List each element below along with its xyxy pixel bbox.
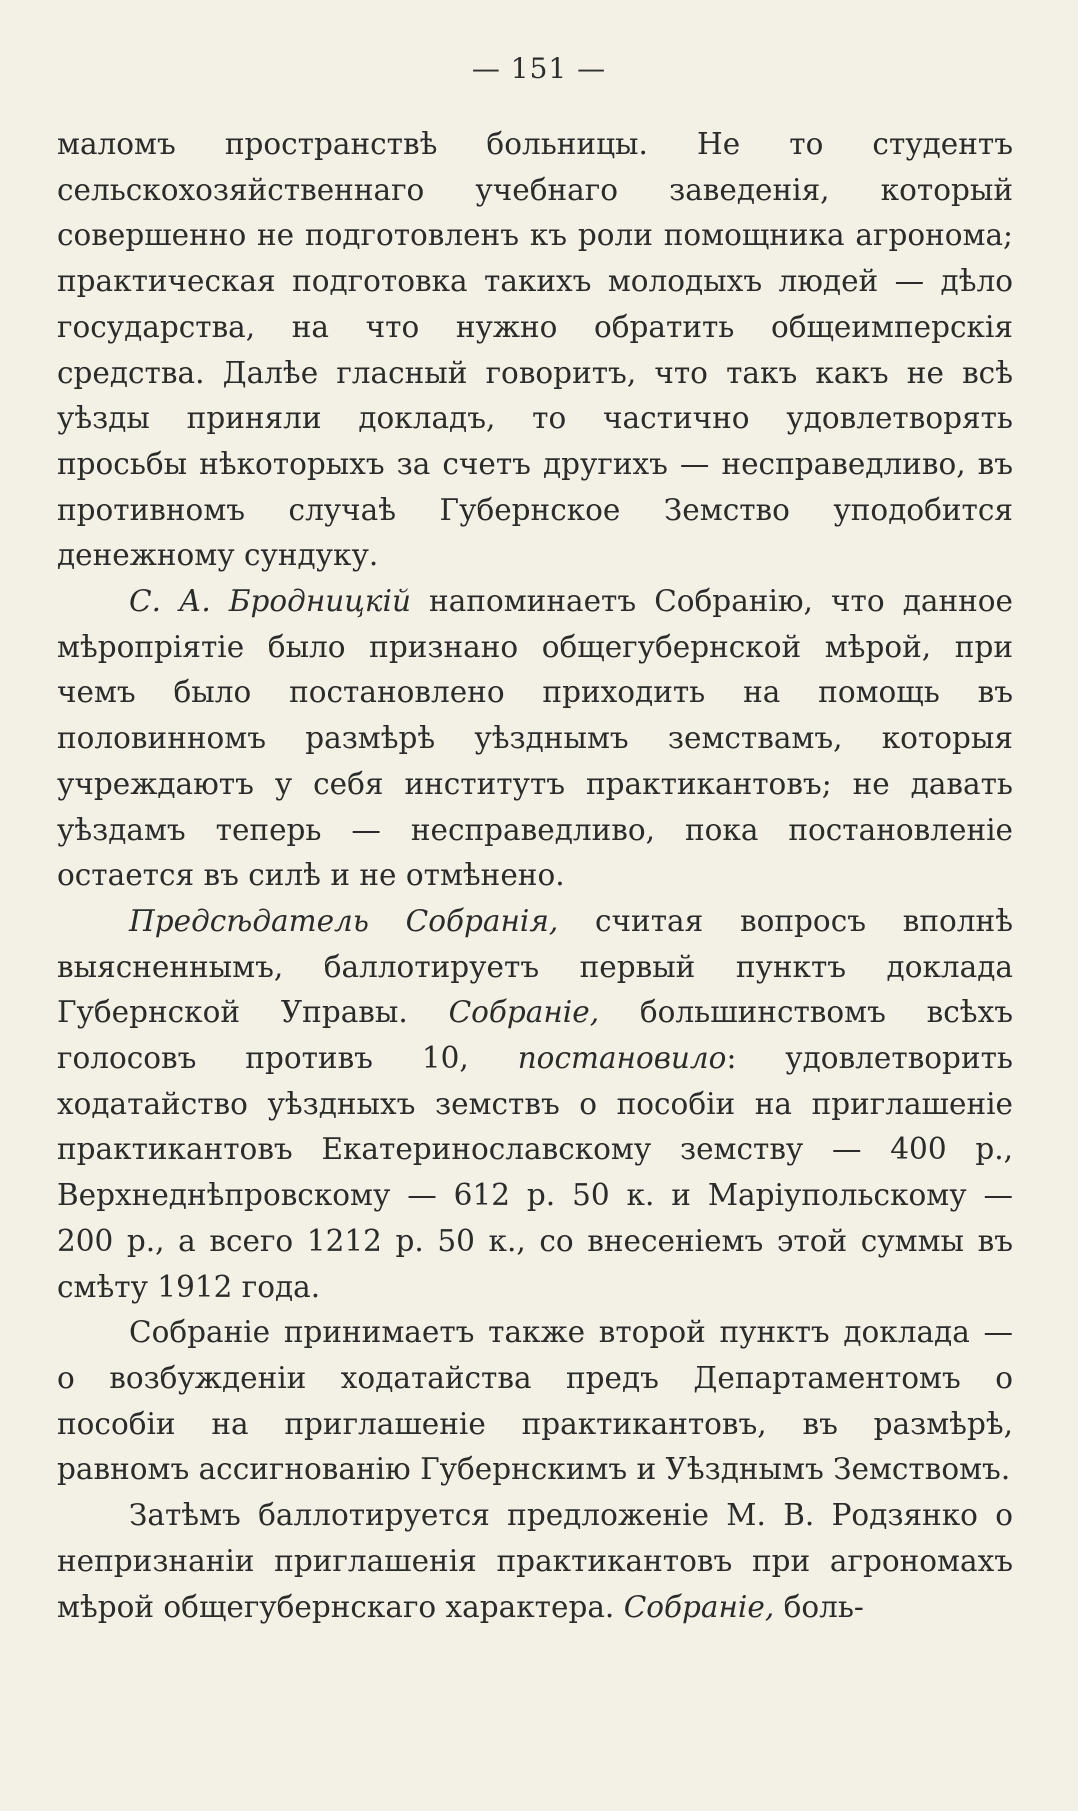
paragraph-4: [57, 1310, 1013, 1493]
paragraph-1-text: маломъ пространствѣ больницы. Не то студентъ сельскохозяйственнаго учебнаго заведенія, который совершенно не подготовленъ къ роли помощника агронома; практическая подготовка такихъ молодыхъ людей — дѣло государства, на что нужно обратить общеимперскія средства. Далѣе гласный говоритъ, что такъ какъ не всѣ уѣзды приняли докладъ, то частично удовлетворять просьбы нѣкоторыхъ за счетъ другихъ — несправедливо, въ противномъ случаѣ Губернское Земство уподобится денежному сундуку.: [57, 127, 1013, 573]
paragraph-3-part-3: : удовлетворить ходатайство уѣздныхъ земствъ о пособіи на приглашеніе практикантовъ Екатеринославскому земству — 400 р., Верхнеднѣпровскому — 612 р. 50 к. и Маріупольскому — 200 р., а всего 1212 р. 50 к., со внесеніемъ этой суммы въ смѣту 1912 года.: [57, 1041, 1013, 1304]
paragraph-2: [57, 579, 1013, 899]
page-number: — 151 —: [471, 52, 607, 85]
paragraph-5-text: Затѣмъ баллотируется предложеніе М. В. Родзянко о непризнаніи приглашенія практикантовъ при агрономахъ мѣрой общегубернскаго характера.: [57, 1498, 1013, 1624]
resolution-label: постановило: [517, 1041, 727, 1076]
paragraph-2-text: напоминаетъ Собранію, что данное мѣропріятіе было признано общегубернской мѣрой, при чемъ было постановлено приходить на помощь въ половинномъ размѣрѣ уѣзднымъ земствамъ, которыя учреждаютъ у себя институтъ практикантовъ; не давать уѣздамъ теперь — несправедливо, пока постановленіе остается въ силѣ и не отмѣнено.: [57, 584, 1014, 893]
paragraph-4-text: Собраніе принимаетъ также второй пунктъ доклада — о возбужденіи ходатайства предъ Департаментомъ о пособіи на приглашеніе практикантовъ, въ размѣрѣ, равномъ ассигнованію Губернскимъ и Уѣзднымъ Земствомъ.: [57, 1315, 1013, 1487]
paragraph-5: [57, 1493, 1013, 1630]
paragraph-5-tail: боль-: [774, 1589, 864, 1624]
paragraph-1: [57, 122, 1013, 579]
speaker-name: С. А. Бродницкій: [129, 584, 411, 619]
paragraph-3-part-2: большинствомъ всѣхъ голосовъ противъ 10,: [57, 995, 1013, 1076]
main-text: [57, 122, 1013, 1630]
chairman-label: Предсѣдатель Собранія,: [129, 903, 559, 938]
paragraph-3-part-1: считая вопросъ вполнѣ выясненнымъ, баллотируетъ первый пунктъ доклада Губернской Управы.: [57, 903, 1013, 1030]
assembly-label-2: Собраніе,: [623, 1589, 775, 1624]
assembly-label: Собраніе,: [448, 995, 600, 1030]
paragraph-3: [57, 899, 1013, 1310]
